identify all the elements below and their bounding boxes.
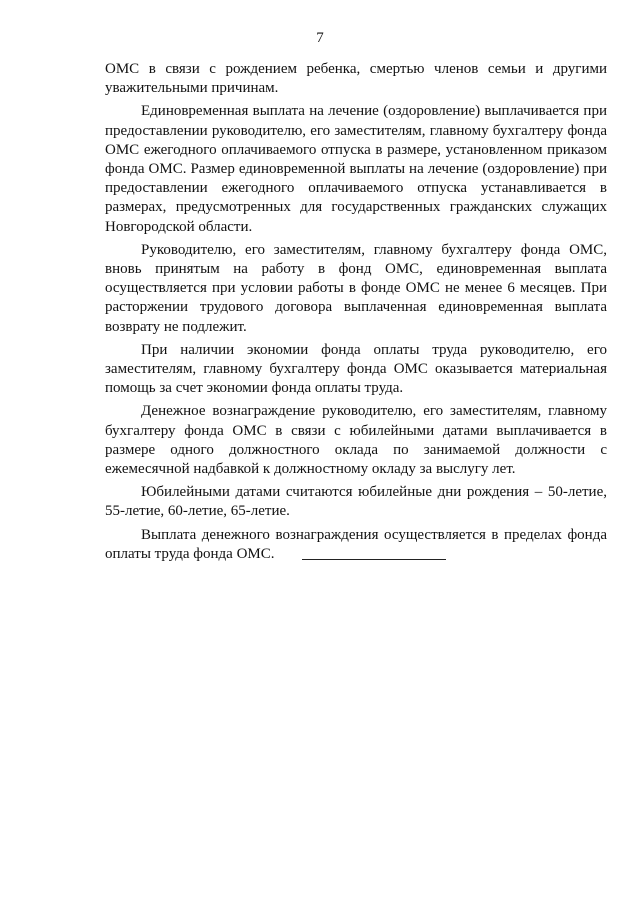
paragraph-anniversary-dates: Юбилейными датами считаются юбилейные дни рождения – 50-летие, 55-летие, 60-летие, 65-летие. [105, 484, 607, 520]
paragraph-payment-limits: Выплата денежного вознаграждения осуществляется в пределах фонда оплаты труда фонда ОМС. [105, 526, 607, 562]
document-body [105, 60, 607, 568]
page-number: 7 [316, 30, 324, 46]
end-separator-line [302, 559, 446, 560]
paragraph-material-aid: При наличии экономии фонда оплаты труда руководителю, его заместителям, главному бухгалтеру фонда ОМС оказывается материальная помощь за счет экономии фонда оплаты труда. [105, 341, 607, 397]
paragraph-treatment-payment: Единовременная выплата на лечение (оздоровление) выплачивается при предоставлении руководителю, его заместителям, главному бухгалтеру фонда ОМС ежегодного оплачиваемого отпуска в размере, установленном приказом фонда ОМС. Размер единовременной выплаты на лечение (оздоровление) при предоставлении ежегодного оплачиваемого отпуска устанавливается в размерах, предусмотренных для государственных гражданских служащих Новгородской области. [105, 103, 607, 235]
paragraph-new-hires: Руководителю, его заместителям, главному бухгалтеру фонда ОМС, вновь принятым на работу в фонд ОМС, единовременная выплата осуществляется при условии работы в фонде ОМС не менее 6 месяцев. При расторжении трудового договора выплаченная единовременная выплата возврату не подлежит. [105, 241, 607, 335]
paragraph-anniversary-reward: Денежное вознаграждение руководителю, его заместителям, главному бухгалтеру фонда ОМС в связи с юбилейными датами выплачивается в размере одного должностного оклада по занимаемой должности с ежемесячной надбавкой к должностному окладу за выслугу лет. [105, 403, 607, 478]
paragraph-continuation: ОМС в связи с рождением ребенка, смертью членов семьи и другими уважительными причинам. [105, 61, 607, 97]
